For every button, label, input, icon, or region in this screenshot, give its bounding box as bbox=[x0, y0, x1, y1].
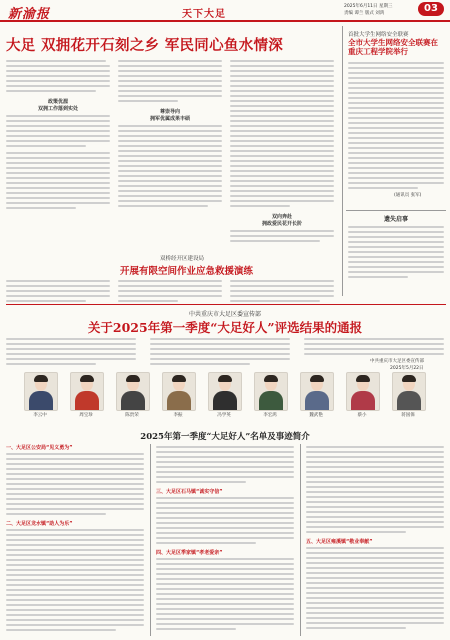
exercise-headline: 开展有限空间作业应急救援演练 bbox=[120, 266, 254, 277]
laureate-name: 陈贵荣 bbox=[125, 413, 139, 418]
deeds-headline: 2025年第一季度“大足好人”名单及事迹简介 bbox=[140, 432, 310, 442]
subhead-mutual-line2: 拥政爱民花开长阶 bbox=[261, 221, 302, 227]
column-divider bbox=[342, 26, 343, 296]
laureate-name: 冯学英 bbox=[217, 413, 231, 418]
portrait-photo bbox=[24, 372, 58, 411]
sidebar-kicker: 首批大学生网络安全联赛 bbox=[348, 32, 409, 38]
laureate-name: 李云中 bbox=[33, 413, 47, 418]
subhead-policy: 政策优渥 bbox=[47, 99, 68, 105]
portrait-photo bbox=[300, 372, 334, 411]
laureate-name: 李宏鸿 bbox=[263, 413, 277, 418]
portrait-photo bbox=[208, 372, 242, 411]
notice-headline: 关于2025年第一季度“大足好人”评选结果的通报 bbox=[87, 320, 363, 335]
portrait-photo bbox=[116, 372, 150, 411]
sidebar-headline: 全市大学生网络安全联赛在重庆工程学院举行 bbox=[348, 38, 438, 56]
page-editors: 责编 谭兰 版式 刘鸿 bbox=[344, 11, 385, 16]
page-number-badge: 03 bbox=[418, 2, 444, 16]
issue-date: 2025年6月11日 星期三 bbox=[344, 4, 393, 9]
laureate-name: 周宝珍 bbox=[79, 413, 93, 418]
masthead-rule bbox=[0, 20, 450, 22]
column-divider bbox=[150, 444, 151, 636]
portrait-photo bbox=[346, 372, 380, 411]
sidebar-story bbox=[346, 26, 446, 206]
laureate-name: 李振 bbox=[173, 413, 183, 418]
exercise-kicker: 双桥经开区建设局 bbox=[160, 256, 205, 262]
notice-date: 2025年5月22日 bbox=[390, 366, 424, 371]
portrait-photo bbox=[392, 372, 426, 411]
subhead-policy-line2: 双拥工作落到实处 bbox=[37, 106, 78, 112]
notice-rule bbox=[6, 304, 446, 305]
notice-org: 中共重庆市大足区委宣传部 bbox=[188, 311, 261, 318]
masthead bbox=[0, 0, 450, 20]
deed-section-heading: 四、大足区季家镇“孝老爱亲” bbox=[156, 550, 223, 556]
portrait-photo bbox=[254, 372, 288, 411]
lost-notice-box bbox=[346, 212, 446, 296]
column-divider bbox=[300, 444, 301, 636]
sidebar-author: (通讯员 张军) bbox=[394, 193, 422, 198]
deeds-body bbox=[0, 444, 450, 640]
newspaper-logo: 新渝报 bbox=[8, 7, 51, 22]
deed-section-heading: 二、大足区龙水镇“助人为乐” bbox=[6, 521, 73, 527]
portrait-photo bbox=[162, 372, 196, 411]
subhead-respect-line2: 拥军优属成果丰硕 bbox=[149, 116, 190, 122]
laureate-name: 蔡小 bbox=[357, 413, 367, 418]
deed-section-heading: 三、大足区石马镇“诚实守信” bbox=[156, 489, 223, 495]
deed-section-heading: 一、大足区公安局“见义勇为” bbox=[6, 445, 73, 451]
deed-section-heading: 五、大足区雍溪镇“敬业奉献” bbox=[306, 539, 373, 545]
notice-signature: 中共重庆市大足区委宣传部 bbox=[370, 359, 424, 364]
lost-notice-title: 遗失启事 bbox=[383, 216, 408, 223]
laureate-portraits bbox=[0, 372, 450, 428]
portrait-photo bbox=[70, 372, 104, 411]
laureate-name: 魏武艳 bbox=[309, 413, 323, 418]
laureate-name: 蒋国保 bbox=[401, 413, 415, 418]
top-story-headline: 大足 双拥花开石刻之乡 军民同心鱼水情深 bbox=[6, 37, 284, 54]
section-title: 天下大足 bbox=[182, 9, 226, 20]
subhead-respect: 尊崇导向 bbox=[159, 109, 180, 115]
notice-box-rule bbox=[346, 210, 446, 211]
subhead-mutual: 双向奔赴 bbox=[271, 214, 292, 220]
top-story-body bbox=[0, 58, 340, 248]
